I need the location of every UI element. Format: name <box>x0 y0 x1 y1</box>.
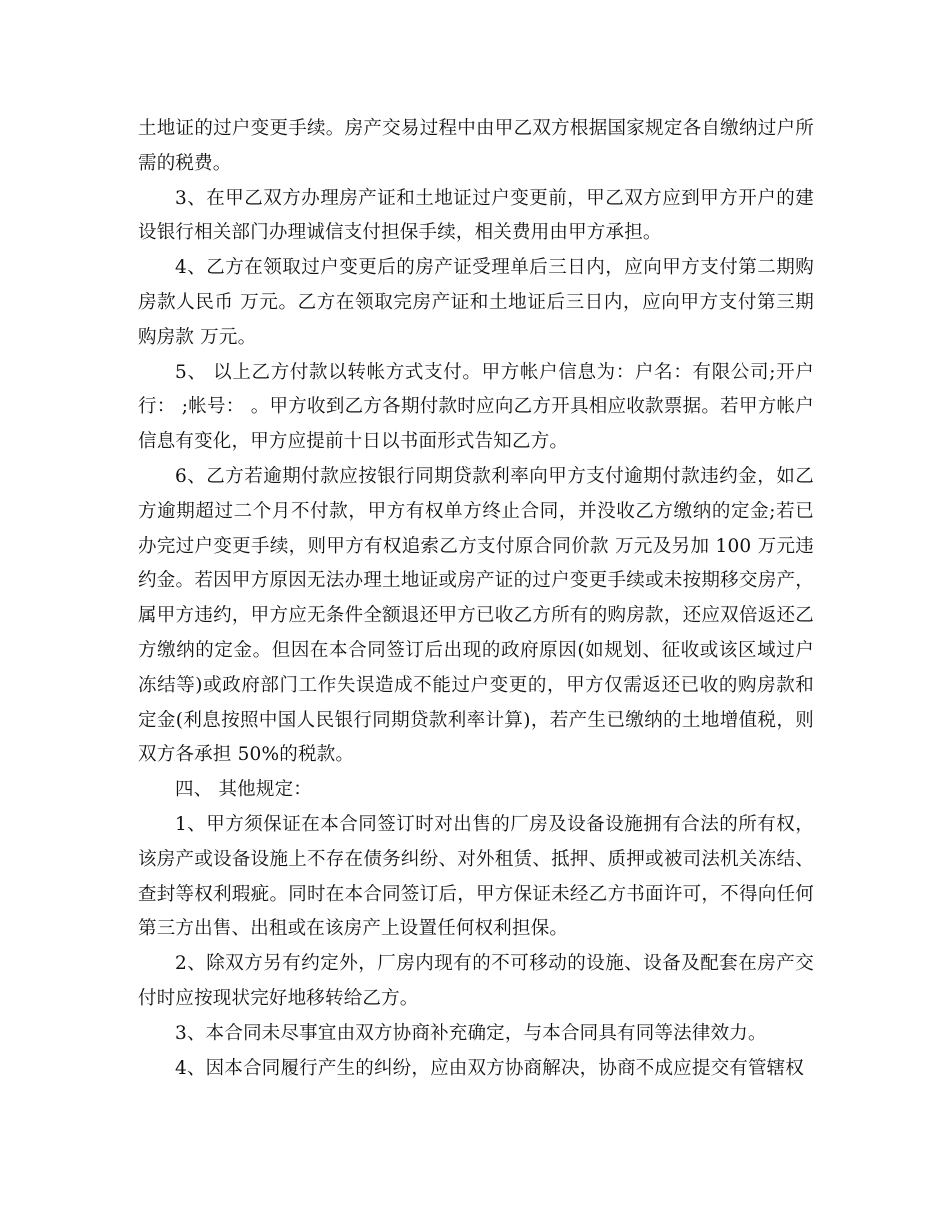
paragraph-provision-3: 3、本合同未尽事宜由双方协商补充确定，与本合同具有同等法律效力。 <box>175 1022 767 1044</box>
paragraph-continuation: 土地证的过户变更手续。房产交易过程中由甲乙双方根据国家规定各自缴纳过户所需的税费。 <box>138 118 814 174</box>
section-heading-other-provisions: 四、 其他规定： <box>175 779 312 801</box>
paragraph-clause-6: 6、乙方若逾期付款应按银行同期贷款利率向甲方支付逾期付款违约金，如乙方逾期超过二个月不付款，甲方有权单方终止合同，并没收乙方缴纳的定金;若已办完过户变更手续，则甲方有权追索乙方支付原合同价款 万元及另加 100 万元违约金。若因甲方原因无法办理土地证或房产证的过户变更手续或未按期移交房产，属甲方违约，甲方应无条件全额退还甲方已收乙方所有的购房款，还应双倍返还乙方缴纳的定金。但因在本合同签订后出现的政府原因(如规划、征收或该区域过户冻结等)或政府部门工作失误造成不能过户变更的，甲方仅需返还已收的购房款和定金(利息按照中国人民银行同期贷款利率计算)，若产生已缴纳的土地增值税，则双方各承担 50%的税款。 <box>138 465 814 766</box>
document-body <box>138 112 814 1086</box>
paragraph-clause-3: 3、在甲乙双方办理房产证和土地证过户变更前，甲乙双方应到甲方开户的建设银行相关部门办理诚信支付担保手续，相关费用由甲方承担。 <box>138 187 814 244</box>
paragraph-provision-4: 4、因本合同履行产生的纠纷，应由双方协商解决，协商不成应提交有管辖权 <box>175 1057 805 1079</box>
paragraph-clause-4: 4、乙方在领取过户变更后的房产证受理单后三日内，应向甲方支付第二期购房款人民币 万元。乙方在领取完房产证和土地证后三日内，应向甲方支付第三期购房款 万元。 <box>138 257 814 348</box>
paragraph-clause-5: 5、 以上乙方付款以转帐方式支付。甲方帐户信息为：户名：有限公司;开户行： ;帐号： 。甲方收到乙方各期付款时应向乙方开具相应收款票据。若甲方帐户信息有变化，甲方应提前十日以书面形式告知乙方。 <box>138 361 814 453</box>
paragraph-provision-1: 1、甲方须保证在本合同签订时对出售的厂房及设备设施拥有合法的所有权，该房产或设备设施上不存在债务纠纷、对外租赁、抵押、质押或被司法机关冻结、查封等权利瑕疵。同时在本合同签订后，甲方保证未经乙方书面许可，不得向任何第三方出售、出租或在该房产上设置任何权利担保。 <box>138 813 814 940</box>
paragraph-provision-2: 2、除双方另有约定外，厂房内现有的不可移动的设施、设备及配套在房产交付时应按现状完好地移转给乙方。 <box>138 953 814 1009</box>
